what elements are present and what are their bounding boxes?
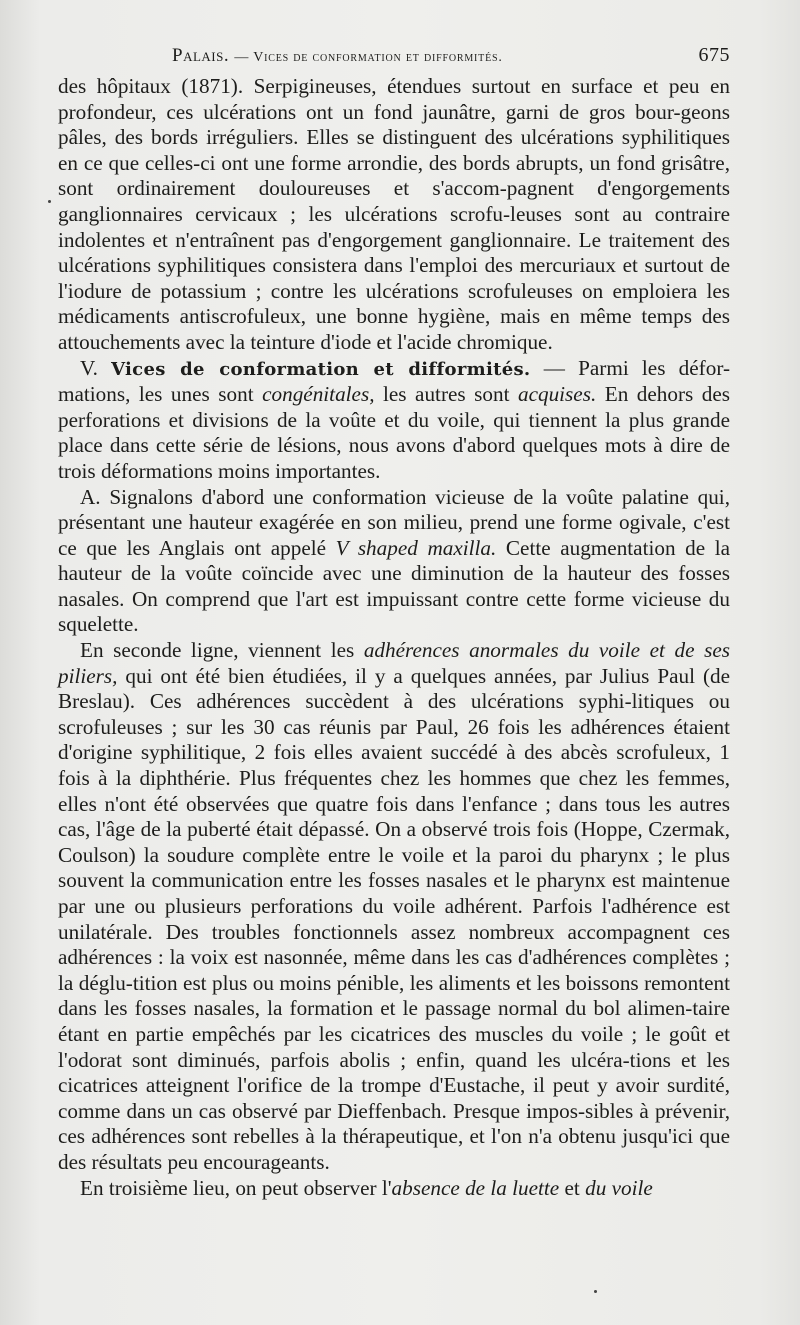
page-number: 675 (698, 44, 730, 66)
text-run: Cette augmentation de la hauteur de la voûte coïncide avec une diminution de la hauteur des fosses nasales. On comprend que l'art est impuissant contre cette forme vicieuse du squelette. (58, 535, 731, 637)
text-run: En troisième lieu, on peut observer l' (80, 1175, 392, 1200)
text-run: qui ont été bien étudiées, il y a quelques années, par Julius Paul (de Breslau). Ces adhérences succèdent à des ulcérations syphi-litiques ou scrofuleuses ; sur les 30 cas réunis par Paul, 26 fois les adhérences étaient d'origine syphilitique, 2 fois elles avaient succédé à des abcès scrofuleux, 1 fois à la diphthérie. Plus fréquentes chez les hommes que chez les femmes, elles n'ont été observées que quatre fois dans l'enfance ; dans tous les autres cas, l'âge de la puberté était dépassé. On a observé trois fois (Hoppe, Czermak, Coulson) la soudure complète entre le voile et la paroi du pharynx ; le plus souvent la communication entre les fosses nasales et le pharynx est maintenue par une ou plusieurs perforations du voile adhérent. Parfois l'adhérence est unilatérale. Des troubles fonctionnels assez nombreux accompagnent ces adhérences : la voix est nasonnée, même dans les cas d'adhérences complètes ; la déglu-tition est plus ou moins pénible, les aliments et les boissons remontent dans les fosses nasales, la formation et le passage normal du bol alimen-taire étant en partie empêchés par les cicatrices des muscles du voile ; le goût et l'odorat sont diminués, parfois abolis ; enfin, quand les ulcéra-tions et les cicatrices atteignent l'orifice de la trompe d'Eustache, il peut y avoir surdité, comme dans un cas observé par Dieffenbach. Presque impos-sibles à prévenir, ces adhérences sont rebelles à la thérapeutique, et l'on n'a obtenu jusqu'ici que des résultats peu encourageants. (58, 663, 730, 1174)
body-text (58, 74, 730, 1201)
running-title-cap: Palais. (172, 45, 230, 66)
paragraph-ulcerations: des hôpitaux (1871). Serpigineuses, étendues surtout en surface et peu en profondeur, ces ulcérations ont un fond jaunâtre, garni de gros bour-geons pâles, des bords irréguliers. Elles se distinguent des ulcérations syphilitiques en ce que celles-ci ont une forme arrondie, des bords abrupts, un fond grisâtre, sont ordinairement douloureuses et s'accom-pagnent d'engorgements ganglionnaires cervicaux ; les ulcérations scrofu-leuses sont au contraire indolentes et n'entraînent pas d'engorgement ganglionnaire. Le traitement des ulcérations syphilitiques consistera dans l'emploi des mercuriaux et surtout de l'iodure de potassium ; contre les ulcérations scrofuleuses on emploiera les médicaments antiscrofuleux, une bonne hygiène, mais en même temps des attouchements avec la teinture d'iode et l'acide chromique. (58, 74, 730, 354)
emphasis: acquises. (517, 382, 597, 407)
print-speck (594, 1290, 597, 1293)
running-head (58, 44, 730, 72)
paragraph-section-v (58, 356, 730, 485)
emphasis: absence de la luette (391, 1175, 560, 1200)
paragraph-adherences (58, 638, 730, 1175)
emphasis: V shaped maxilla. (335, 535, 497, 560)
emphasis: du voile (585, 1175, 653, 1200)
text-run: En dehors des perforations et divisions de la voûte et du voile, qui tiennent la plus grande place dans cette série de lésions, nous avons d'abord quelques mots à dire de trois déformations moins importantes. (58, 382, 731, 483)
paragraph-luette (58, 1176, 730, 1202)
paragraph-a-ogivale (58, 485, 730, 639)
text-run: — Parmi les défor-mations, les unes sont (58, 355, 731, 407)
print-speck (48, 200, 51, 203)
section-number: V. (80, 355, 98, 380)
section-heading: Vices de conformation et difformités. (111, 358, 531, 380)
text-run: et (564, 1175, 580, 1200)
emphasis: adhérences anormales du voile et de ses piliers, (58, 638, 730, 688)
running-title (172, 45, 503, 67)
text-run: les autres sont (383, 382, 510, 407)
text-run: En seconde ligne, viennent les (80, 638, 355, 663)
text-run: A. Signalons d'abord une conformation vicieuse de la voûte palatine qui, présentant une hauteur exagérée en son milieu, prend une forme ogivale, c'est ce que les Anglais ont appelé (58, 484, 730, 560)
emphasis: congénitales, (262, 382, 375, 407)
running-title-rest: — Vices de conformation et difformités. (234, 50, 503, 65)
